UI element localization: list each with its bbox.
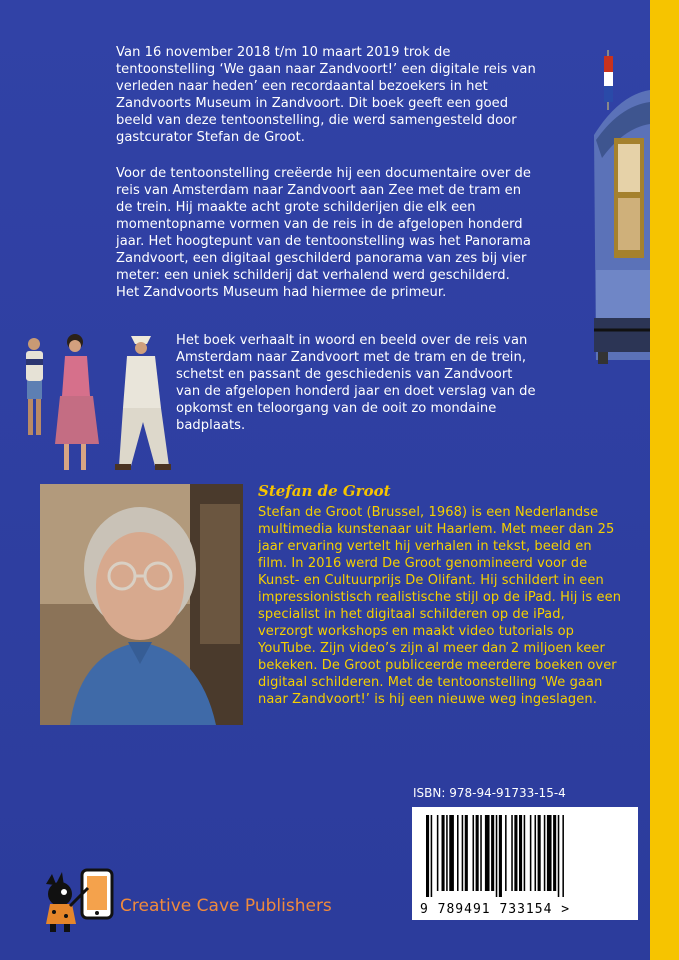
barcode-bar <box>524 815 526 891</box>
barcode-bar <box>437 815 439 891</box>
barcode-bar <box>553 815 556 891</box>
barcode-bar <box>457 815 459 891</box>
barcode-digits: 9 789491 733154 > <box>420 902 571 917</box>
barcode-bar <box>465 815 468 891</box>
barcode-bars <box>426 815 626 897</box>
barcode-bar <box>449 815 454 891</box>
barcode-bar <box>499 815 502 897</box>
author-name-heading: Stefan de Groot <box>258 482 391 500</box>
barcode-bar <box>485 815 490 891</box>
intro-paragraph: Van 16 november 2018 t/m 10 maart 2019 trok de tentoonstelling ‘We gaan naar Zandvoort!’ een digitale reis van verleden naar heden’ een recordaantal bezoekers in het Zandvoorts Museum in Zandvoort. Dit boek geeft een goed beeld van deze tentoonstelling, die werd samengesteld door gastcurator Stefan de Groot. <box>116 45 536 145</box>
barcode-bar <box>480 815 482 891</box>
barcode-bar <box>538 815 541 891</box>
author-bio: Stefan de Groot (Brussel, 1968) is een Nederlandse multimedia kunstenaar uit Haarlem. Met meer dan 25 jaar ervaring vertelt hij verhalen in tekst, beeld en film. In 2016 werd De Groot genomineerd voor de Kunst- en Cultuurprijs De Olifant. Hij schildert in een impressionistisch realistische stijl op de iPad. Hij is een specialist in het digitaal schilderen op de iPad, verzorgt workshops en maakt video tutorials op YouTube. Zijn video’s zijn al meer dan 2 miljoen keer bekeken. De Groot publiceerde meerdere boeken over digitaal schilderen. Met de tentoonstelling ‘We gaan naar Zandvoort!’ is hij een nieuwe weg ingeslagen. <box>258 505 622 707</box>
publisher-logo-icon <box>42 866 114 934</box>
barcode-bar <box>530 815 532 891</box>
barcode-bar <box>535 815 537 891</box>
barcode-bar <box>442 815 445 891</box>
book-summary-paragraph: Het boek verhaalt in woord en beeld over de reis van Amsterdam naar Zandvoort met de tram en de trein, schetst en passant de geschiedenis van Zandvoort van de afgelopen honderd jaar en doet verslag van de opkomst en teloorgang van de ooit zo mondaine badplaats. <box>176 333 536 433</box>
barcode-bar <box>426 815 429 897</box>
barcode-bar <box>491 815 494 891</box>
yellow-side-strip <box>650 0 679 960</box>
barcode-bar <box>446 815 448 891</box>
barcode-bar <box>519 815 522 891</box>
publisher-name: Creative Cave Publishers <box>120 896 332 916</box>
barcode-bar <box>562 815 564 897</box>
author-photo <box>40 484 243 725</box>
barcode-bar <box>547 815 552 891</box>
barcode <box>412 807 638 920</box>
documentary-paragraph: Voor de tentoonstelling creëerde hij een documentaire over de reis van Amsterdam naar Zandvoort aan Zee met de tram en de trein. Hij maakte acht grote schilderijen die elk een momentopname vormen van de reis in de afgelopen honderd jaar. Het hoogtepunt van de tentoonstelling was het Panorama Zandvoort, een digitaal geschilderd panorama van zes bij vier meter: een uniek schilderij dat verhalend werd geschilderd. Het Zandvoorts Museum had hiermee de primeur. <box>116 166 532 300</box>
tram-illustration <box>584 40 650 380</box>
barcode-bar <box>511 815 513 891</box>
barcode-bar <box>496 815 498 897</box>
barcode-bar <box>476 815 479 891</box>
barcode-bar <box>431 815 433 897</box>
isbn-label: ISBN: 978-94-91733-15-4 <box>413 786 566 800</box>
barcode-bar <box>514 815 517 891</box>
barcode-bar <box>462 815 464 891</box>
barcode-bar <box>473 815 475 891</box>
barcode-bar <box>544 815 546 891</box>
barcode-bar <box>558 815 560 897</box>
people-walking-illustration <box>15 326 180 481</box>
barcode-bar <box>505 815 507 891</box>
